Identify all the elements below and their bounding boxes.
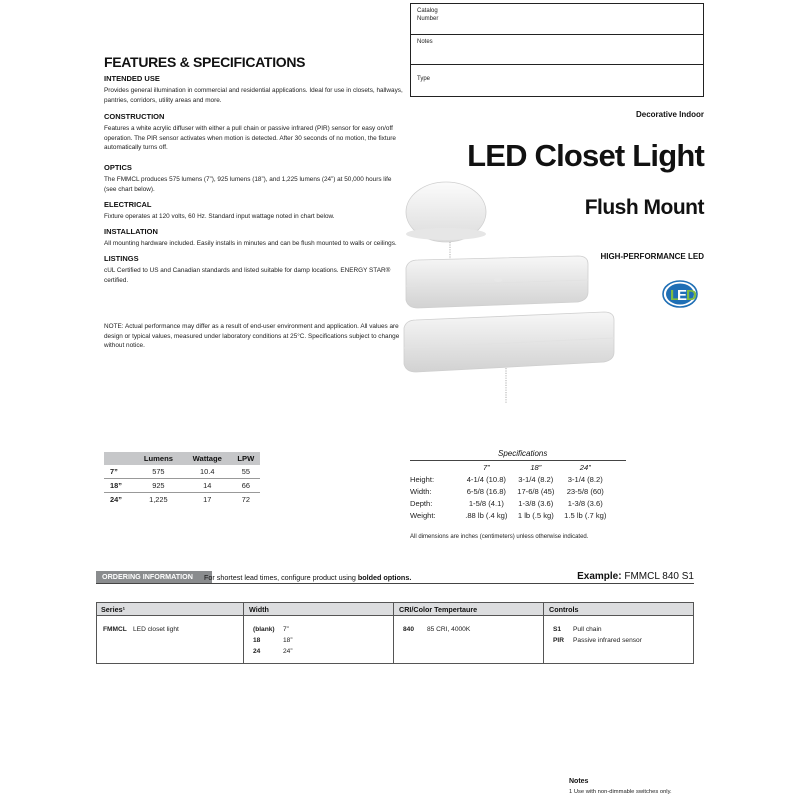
ordering-table-header	[97, 603, 693, 616]
column-divider	[243, 603, 244, 663]
specifications-table	[410, 462, 610, 521]
ordering-col-series: Series¹	[101, 605, 125, 614]
table-row	[410, 485, 610, 497]
table-row	[104, 479, 260, 493]
specifications-divider	[410, 460, 626, 461]
spec-label: Height:	[410, 474, 435, 484]
catalog-number-label: Catalog Number	[417, 8, 439, 22]
ordering-example	[577, 571, 694, 582]
option-code: 18	[253, 637, 261, 644]
option-code: FMMCL	[103, 626, 127, 633]
footnotes-title: Notes	[569, 778, 589, 785]
option-desc: Passive infrared sensor	[573, 637, 642, 644]
product-subtitle: Flush Mount	[584, 196, 704, 219]
product-image	[398, 176, 618, 406]
example-label: Example:	[577, 571, 622, 582]
section-text-optics: The FMMCL produces 575 lumens (7”), 925 lumens (18”), and 1,225 lumens (24”) at 50,000 hours life (see chart below).	[104, 176, 392, 193]
table-row	[410, 509, 610, 521]
spec-value: 3-1/4 (8.2)	[518, 474, 554, 484]
type-label: Type	[417, 76, 431, 82]
column-divider	[393, 603, 394, 663]
spec-col-24: 24”	[579, 463, 591, 472]
table-row	[104, 465, 260, 479]
spec-value: 17-6/8 (45)	[517, 486, 555, 496]
wattage-value: 10.4	[183, 465, 232, 479]
spec-header-blank	[410, 462, 462, 473]
section-heading-intended-use: INTENDED USE	[104, 74, 160, 83]
option-code: S1	[553, 626, 562, 633]
option-desc: 7”	[283, 626, 289, 633]
ordering-note	[204, 573, 411, 582]
option-code: PIR	[553, 637, 564, 644]
section-text-listings: cUL Certified to US and Canadian standards and listed suitable for damp locations. ENERGY STAR® certified.	[104, 267, 391, 284]
list-item	[103, 625, 127, 634]
svg-text:D: D	[686, 287, 697, 304]
section-heading-listings: LISTINGS	[104, 254, 139, 263]
option-desc: 18”	[283, 637, 293, 644]
table-row	[410, 497, 610, 509]
option-code: (blank)	[253, 626, 275, 633]
performance-label: HIGH-PERFORMANCE LED	[600, 252, 704, 261]
section-text-construction: Features a white acrylic diffuser with either a pull chain or passive infrared (PIR) sensor for easy on/off operation. The PIR sensor activates when motion is detected. After 30 seconds of no motion, the fixture automatically turns off.	[104, 125, 396, 151]
lumens-value: 575	[134, 465, 183, 479]
spec-value: 1-3/8 (3.6)	[518, 498, 554, 508]
spec-col-18: 18”	[530, 463, 542, 472]
footnote-item: 1 Use with non-dimmable switches only.	[569, 789, 672, 795]
list-item	[253, 625, 275, 634]
section-heading-electrical: ELECTRICAL	[104, 200, 152, 209]
ordering-information-label: ORDERING INFORMATION	[102, 572, 193, 581]
category-label: Decorative Indoor	[635, 110, 704, 119]
section-text-installation: All mounting hardware included. Easily installs in minutes and can be flush mounted to walls or ceilings.	[104, 240, 397, 247]
section-heading-construction: CONSTRUCTION	[104, 112, 165, 121]
wattage-value: 14	[183, 479, 232, 493]
lumens-table	[104, 452, 260, 506]
lumens-size: 24”	[110, 495, 122, 504]
spec-value: 1-3/8 (3.6)	[567, 498, 603, 508]
catalog-number-row[interactable]	[411, 4, 703, 35]
option-code: 840	[403, 626, 415, 633]
spec-value: 6-5/8 (16.8)	[466, 486, 506, 496]
wattage-value: 17	[203, 495, 212, 504]
lumens-header-wattage: Wattage	[183, 452, 232, 465]
ordering-note-bold: bolded options.	[357, 573, 412, 582]
spec-value: 1.5 lb (.7 kg)	[564, 510, 607, 520]
lumens-size: 7”	[104, 465, 134, 479]
specifications-title: Specifications	[498, 449, 548, 458]
spec-value: 1-5/8 (4.1)	[468, 498, 504, 508]
option-desc: 85 CRI, 4000K	[427, 626, 471, 633]
notes-label: Notes	[417, 39, 433, 45]
table-row	[104, 493, 260, 507]
svg-text:E: E	[677, 287, 688, 304]
performance-note: NOTE: Actual performance may differ as a result of end-user environment and application. All values are design or typical values, measured under laboratory conditions at 25°C. Specifications subject to change without notice.	[104, 323, 400, 349]
list-item	[253, 636, 260, 645]
lumens-header-lpw: LPW	[232, 452, 260, 465]
spec-col-7: 7”	[482, 463, 490, 472]
ordering-divider	[96, 583, 694, 584]
lumens-value: 925	[134, 479, 183, 493]
lumens-header-lumens: Lumens	[134, 452, 183, 465]
spec-value: 23-5/8 (60)	[566, 486, 604, 496]
lumens-table-header	[104, 452, 260, 465]
table-row	[410, 473, 610, 485]
lpw-value: 72	[241, 495, 250, 504]
section-heading-optics: OPTICS	[104, 163, 132, 172]
product-title: LED Closet Light	[467, 138, 704, 173]
ordering-col-cri: CRI/Color Tempertaure	[399, 605, 478, 614]
catalog-info-box	[410, 3, 704, 97]
spec-header-row	[410, 462, 610, 473]
ordering-table	[96, 602, 694, 664]
svg-text:L: L	[670, 287, 680, 304]
lumens-value: 1,225	[149, 495, 168, 504]
option-desc: 24”	[283, 648, 293, 655]
lpw-value: 66	[232, 479, 260, 493]
example-value: FMMCL 840 S1	[621, 571, 694, 582]
ordering-information-bar	[96, 571, 212, 583]
ordering-col-controls: Controls	[549, 605, 579, 614]
spec-label: Depth:	[410, 498, 433, 508]
section-text-electrical: Fixture operates at 120 volts, 60 Hz. Standard input wattage noted in chart below.	[104, 213, 335, 220]
column-divider	[543, 603, 544, 663]
spec-label: Width:	[410, 486, 432, 496]
spec-value: .88 lb (.4 kg)	[465, 510, 508, 520]
lumens-header-blank	[104, 452, 134, 465]
option-desc: Pull chain	[573, 626, 602, 633]
spec-value: 3-1/4 (8.2)	[567, 474, 603, 484]
section-text-intended-use: Provides general illumination in commercial and residential applications. Ideal for use in closets, hallways, pantries, corridors, utility areas and more.	[104, 87, 403, 104]
type-row[interactable]	[411, 65, 703, 95]
spec-value: 4-1/4 (10.8)	[466, 474, 506, 484]
section-heading-installation: INSTALLATION	[104, 227, 158, 236]
ordering-note-text: For shortest lead times, configure product using	[204, 573, 358, 582]
option-code: 24	[253, 648, 261, 655]
ordering-col-width: Width	[249, 605, 269, 614]
list-item	[553, 625, 561, 634]
list-item	[253, 647, 260, 656]
option-desc: LED closet light	[133, 626, 179, 633]
list-item	[403, 625, 414, 634]
spec-value: 1 lb (.5 kg)	[517, 510, 554, 520]
features-title: FEATURES & SPECIFICATIONS	[104, 54, 306, 70]
dimensions-note: All dimensions are inches (centimeters) unless otherwise indicated.	[410, 534, 589, 540]
led-logo-icon	[662, 280, 698, 308]
lpw-value: 55	[232, 465, 260, 479]
lumens-size: 18”	[104, 479, 134, 493]
notes-row[interactable]	[411, 35, 703, 65]
list-item	[553, 636, 564, 645]
spec-label: Weight:	[410, 510, 436, 520]
